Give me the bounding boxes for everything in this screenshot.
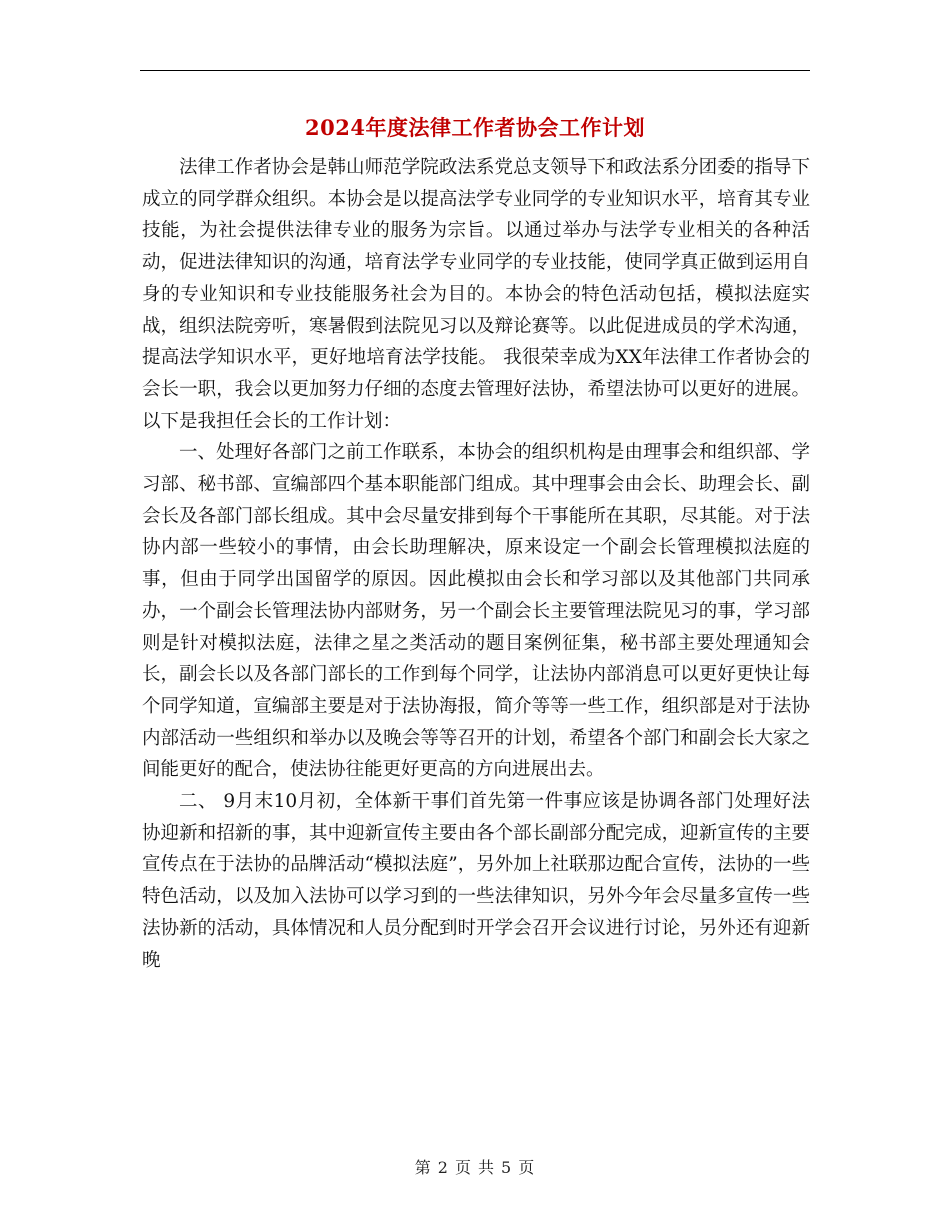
paragraph-section-2: 二、 9月末10月初，全体新干事们首先第一件事应该是协调各部门处理好法协迎新和招新的事，其中迎新宣传主要由各个部长副部分配完成，迎新宣传的主要宣传点在于法协的品牌活动“模拟法庭”，另外加上社联那边配合宣传，法协的一些特色活动，以及加入法协可以学习到的一些法律知识，另外今年会尽量多宣传一些法协新的活动，具体情况和人员分配到时开学会召开会议进行讨论，另外还有迎新晚 (142, 791, 810, 971)
page-footer (0, 1155, 950, 1178)
footer-page-word: 页 (454, 1158, 472, 1177)
footer-current-page: 2 (437, 1158, 449, 1177)
footer-total-word: 共 (478, 1158, 496, 1177)
paragraph-intro: 法律工作者协会是韩山师范学院政法系党总支领导下和政法系分团委的指导下成立的同学群众组织。本协会是以提高法学专业同学的专业知识水平，培育其专业技能，为社会提供法律专业的服务为宗旨。以通过举办与法学专业相关的各种活动，促进法律知识的沟通，培育法学专业同学的专业技能，使同学真正做到运用自身的专业知识和专业技能服务社会为目的。本协会的特色活动包括，模拟法庭实战，组织法院旁听，寒暑假到法院见习以及辩论赛等。以此促进成员的学术沟通，提高法学知识水平，更好地培育法学技能。 我很荣幸成为XX年法律工作者协会的会长一职，我会以更加努力仔细的态度去管理好法协，希望法协可以更好的进展。以下是我担任会长的工作计划： (142, 157, 810, 432)
footer-total-pages: 5 (501, 1158, 513, 1177)
document-body (142, 152, 810, 976)
footer-suffix: 页 (518, 1158, 536, 1177)
footer-prefix: 第 (414, 1158, 432, 1177)
page-title: 2024年度法律工作者协会工作计划 (305, 115, 645, 140)
paragraph-section-1: 一、处理好各部门之前工作联系，本协会的组织机构是由理事会和组织部、学习部、秘书部、宣编部四个基本职能部门组成。其中理事会由会长、助理会长、副会长及各部门部长组成。其中会尽量安排到每个干事能所在其职，尽其能。对于法协内部一些较小的事情，由会长助理解决，原来设定一个副会长管理模拟法庭的事，但由于同学出国留学的原因。因此模拟由会长和学习部以及其他部门共同承办，一个副会长管理法协内部财务，另一个副会长主要管理法院见习的事，学习部则是针对模拟法庭，法律之星之类活动的题目案例征集，秘书部主要处理通知会长，副会长以及各部门部长的工作到每个同学，让法协内部消息可以更好更快让每个同学知道，宣编部主要是对于法协海报，简介等等一些工作，组织部是对于法协内部活动一些组织和举办以及晚会等等召开的计划，希望各个部门和副会长大家之间能更好的配合，使法协往能更好更高的方向进展出去。 (142, 442, 810, 781)
header-rule (140, 70, 810, 71)
